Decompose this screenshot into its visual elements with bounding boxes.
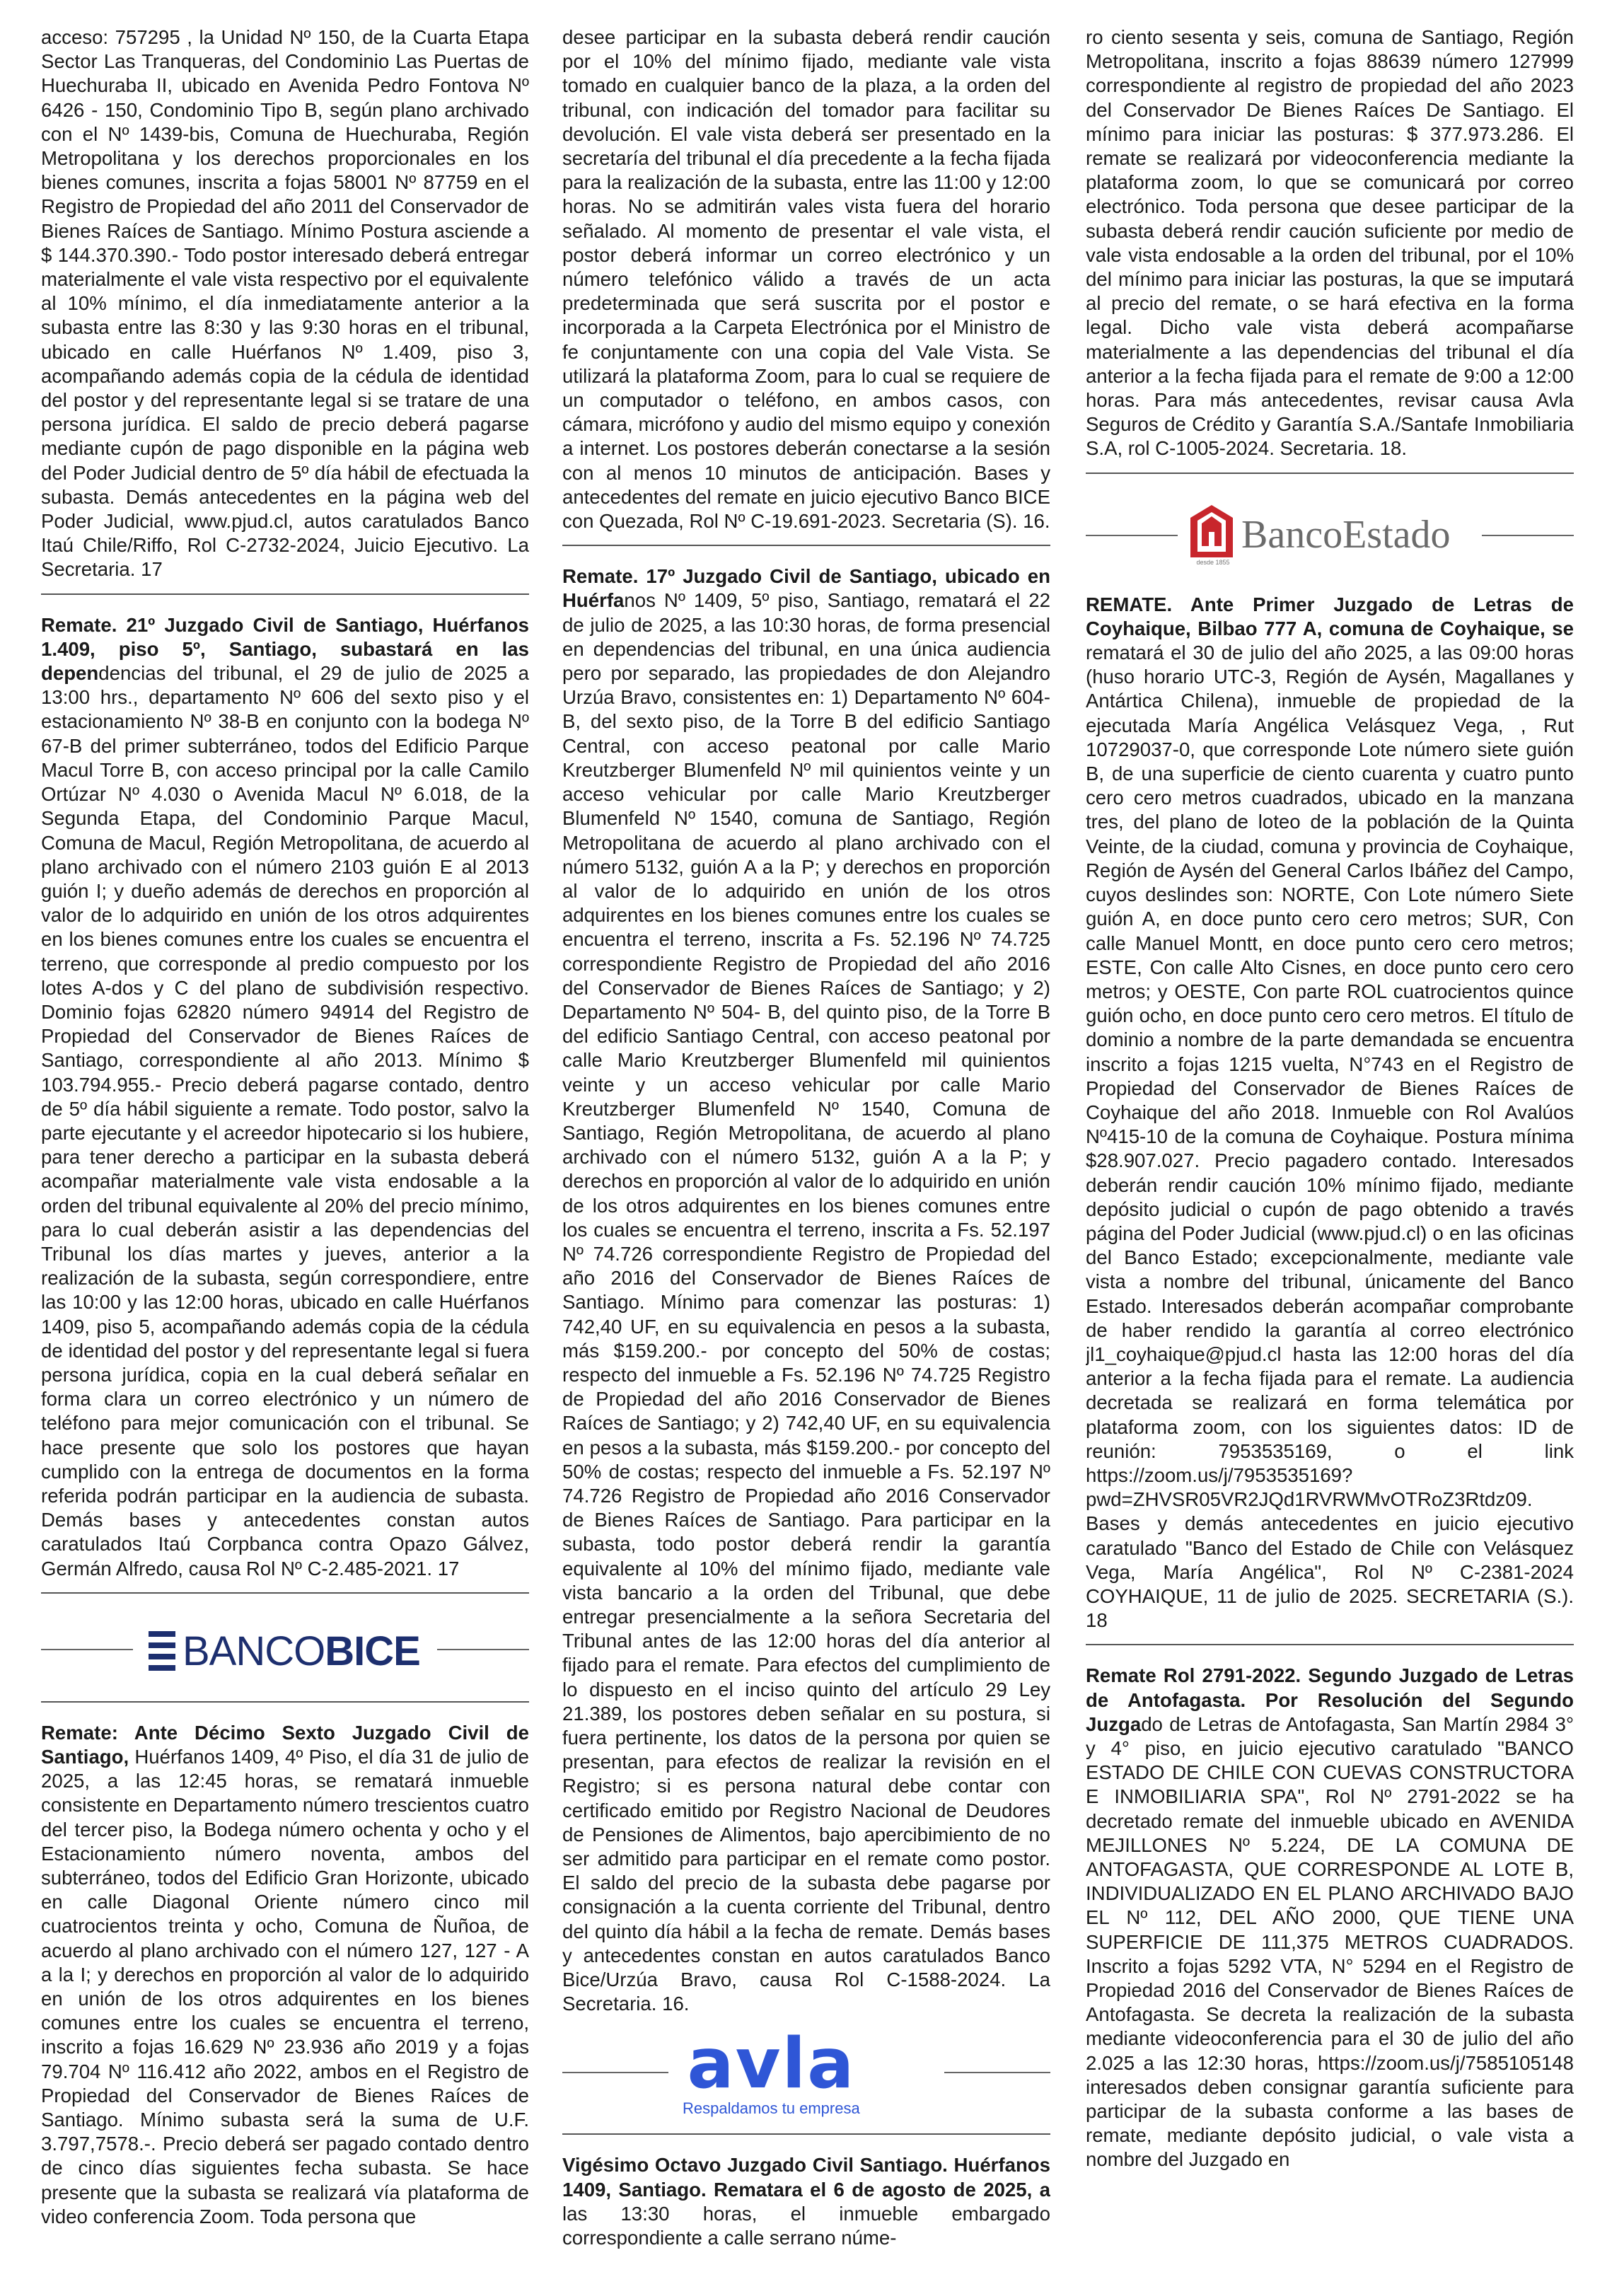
notice-17-juzgado	[562, 564, 1050, 2016]
notice-itau-riffo: acceso: 757295 , la Unidad Nº 150, de la Cuarta Etapa Sector Las Tranqueras, del Condominio Las Puertas de Huechuraba II, ubicado en Avenida Pedro Fontova Nº 6426 - 150, Condominio Tipo B, según plano archivado con el Nº 1439-bis, Comuna de Huechuraba, Región Metropolitana y los derechos proporcionales en los bienes comunes, inscrita a fojas 58001 Nº 87759 en el Registro de Propiedad del año 2011 del Conservador de Bienes Raíces de Santiago. Mínimo Postura asciende a $ 144.370.390.- Todo postor interesado deberá entregar materialmente el vale vista respectivo por el equivalente al 10% mínimo, el día inmediatamente anterior a la subasta entre las 8:30 y las 9:30 horas en el tribunal, ubicado en calle Huérfanos Nº 1.409, piso 3, acompañando además copia de la cédula de identidad del postor y del representante legal si se tratare de una persona jurídica. El saldo de precio deberá pagarse mediante cupón de pago disponible en la página web del Poder Judicial dentro de 5º día hábil de efectuada la subasta. Demás antecedentes en la página web del Poder Judicial, www.pjud.cl, autos caratulados Banco Itaú Chile/Riffo, Rol C-2732-2024, Juicio Ejecutivo. La Secretaria. 17	[41, 26, 529, 581]
logo-rule-left	[41, 1649, 133, 1650]
bancoestado-since: desde 1855	[1196, 558, 1230, 566]
notice-28-juzgado	[562, 2153, 1050, 2250]
avla-wordmark: avla	[687, 2024, 856, 2105]
divider	[562, 2133, 1050, 2135]
bice-bars-icon	[149, 1631, 175, 1671]
avla-tagline: Respaldamos tu empresa	[683, 2099, 860, 2118]
logo-rule-left	[1086, 535, 1178, 536]
notice-heading: Remate: Ante Décimo Sexto Juzgado Civil de Santiago,	[41, 1721, 529, 1768]
banco-bice-logo	[41, 1612, 529, 1686]
notice-body: do de Letras de Antofagasta, San Martín 2984 3° y 4° piso, en juicio ejecutivo caratulado "BANCO ESTADO DE CHILE CON CUEVAS CONSTRUCTORA E INMOBILIARIA SPA", Rol Nº 2791-2022 se ha decretado remate del inmueble ubicado en AVENIDA MEJILLONES Nº 5.224, DE LA COMUNA DE ANTOFAGASTA, QUE CORRESPONDE AL LOTE B, INDIVIDUALIZADO EN EL PLANO ARCHIVADO BAJO EL Nº 112, DEL AÑO 2000, QUE TIENE UNA SUPERFICIE DE 111,375 METROS CUADRADOS. Inscrito a fojas 5292 VTA, N° 5294 en el Registro de Propiedad 2016 del Conservador de Bienes Raíces de Antofagasta. Se decreta la realización de la subasta mediante videoconferencia para el 30 de julio del año 2.025 a las 12:30 horas, https://zoom.us/j/7585105148 interesados deben consignar garantía suficiente para participar de la subasta conforme a las bases de remate, mediante depósito judicial, o vale vista a nombre del Juzgado en	[1086, 1712, 1574, 2171]
notice-body: nos Nº 1409, 5º piso, Santiago, rematará el 22 de julio de 2025, a las 10:30 horas, de forma presencial en dependencias del tribunal, en una única audiencia pero por separado, las propiedades de don Alejandro Urzúa Bravo, consistentes en: 1) Departamento Nº 604- B, del sexto piso, de la Torre B del edificio Santiago Central, con acceso peatonal por calle Mario Kreutzberger Blumenfeld Nº mil quinientos veinte y un acceso vehicular por calle Mario Kreutzberger Blumenfeld Nº 1540, comuna de Santiago, Región Metropolitana de acuerdo al plano archivado con el número 5132, guión A a la P; y derechos en proporción al valor de lo adquirido en unión de los otros adquirentes en los bienes comunes entre los cuales se encuentra el terreno, inscrita a Fs. 52.196 Nº 74.725 correspondiente Registro de Propiedad del año 2016 del Conservador de Bienes Raíces de Santiago; y 2) Departamento Nº 504- B, del quinto piso, de la Torre B del edificio Santiago Central, con acceso peatonal por calle Mario Kreutzberger Blumenfeld mil quinientos veinte y un acceso vehicular por calle Mario Kreutzberger Blumenfeld Nº 1540, Comuna de Santiago, Región Metropolitana, de acuerdo al plano archivado con el número 5132, guión A a la P; y derechos en proporción al valor de lo adquirido en unión de los otros adquirentes en los bienes comunes entre los cuales se encuentra el terreno, inscrita a Fs. 52.197 Nº 74.726 correspondiente Registro de Propiedad del año 2016 del Conservador de Bienes Raíces de Santiago. Mínimo para comenzar las posturas: 1) 742,40 UF, en su equivalencia en pesos a la subasta, más $159.200.- por concepto del 50% de costas; respecto del inmueble a Fs. 52.196 Nº 74.725 Registro de Propiedad del año 2016 Conservador de Bienes Raíces de Santiago; y 2) 742,40 UF, en su equivalencia en pesos a la subasta, más $159.200.- por concepto del 50% de costas; respecto del inmueble a Fs. 52.197 Nº 74.726 Registro de Propiedad año 2016 Conservador de Bienes Raíces de Santiago. Para participar en la subasta, todo postor deberá rendir la garantía equivalente al 10% del mínimo fijado, mediante vale vista bancario a la orden del Tribunal, que debe entregar presencialmente a la señora Secretaria del Tribunal antes de las 12:00 horas del día anterior al fijado para el remate. Para efectos del cumplimiento de lo dispuesto en el inciso quinto del artículo 29 Ley 21.389, los postores deben señalar en su postura, si fuera pertinente, los datos de la persona por quien se presentan, para efectos de realizar la revisión en el Registro; si es persona natural debe contar con certificado emitido por Registro Nacional de Deudores de Pensiones de Alimentos, bajo apercibimiento de no ser admitido para participar en el remate como postor. El saldo del precio de la subasta debe pagarse por consignación a la cuenta corriente del Tribunal, dentro del quinto día hábil a la fecha de remate. Demás bases y antecedentes constan en autos caratulados Banco Bice/Urzúa Bravo, causa Rol C-1588-2024. La Secretaria. 16.	[562, 589, 1050, 2015]
divider	[41, 593, 529, 595]
bancoestado-wordmark: BancoEstado	[1241, 512, 1451, 557]
bancoestado-house-icon	[1190, 505, 1233, 566]
divider	[41, 1701, 529, 1703]
bancoestado-logo	[1086, 492, 1574, 577]
notice-heading: Remate Rol 2791-2022. Segundo Juzgado de Letras de Antofagasta. Por Resolución del Segundo Juzga	[1086, 1664, 1574, 1735]
notice-heading: REMATE. Ante Primer Juzgado de Letras de Coyhaique, Bilbao 777 A, comuna de Coyhaique, se	[1086, 593, 1574, 639]
bancoestado-mark	[1190, 505, 1451, 566]
notice-16-juzgado	[41, 1721, 529, 2229]
logo-rule-right	[437, 1649, 529, 1650]
logo-rule-left	[562, 2072, 668, 2073]
avla-mark	[683, 2024, 860, 2118]
notice-avla-santafe: ro ciento sesenta y seis, comuna de Santiago, Región Metropolitana, inscrito a fojas 88639 número 127999 correspondiente al registro de propiedad del año 2023 del Conservador De Bienes Raíces De Santiago. El mínimo para iniciar las posturas: $ 377.973.286. El remate se realizará por videoconferencia mediante la plataforma zoom, lo que se comunicará por correo electrónico. Toda persona que desee participar de la subasta deberá rendir caución suficiente por medio de vale vista endosable a la orden del tribunal, por el 10% del mínimo para iniciar las posturas, la que se imputará al precio del remate, o se hará efectiva en la forma legal. Dicho vale vista deberá acompañarse materialmente a las dependencias del tribunal el día anterior a la fecha fijada para el remate de 9:00 a 12:00 horas. Para más antecedentes, revisar causa Avla Seguros de Crédito y Garantía S.A./Santafe Inmobiliaria S.A, rol C-1005-2024. Secretaria. 18.	[1086, 26, 1574, 460]
notice-coyhaique	[1086, 593, 1574, 1633]
notice-heading: Remate. 17º Juzgado Civil de Santiago, ubicado en Huérfa	[562, 565, 1050, 612]
notice-bice-quezada: desee participar en la subasta deberá rendir caución por el 10% del mínimo fijado, mediante vale vista tomado en cualquier banco de la plaza, a la orden del tribunal, con indicación del tomador para facilitar su devolución. El vale vista deberá ser presentado en la secretaría del tribunal el día precedente a la fecha fijada para la realización de la subasta, entre las 11:00 y 12:00 horas. No se admitirán vales vista fuera del horario señalado. Al momento de presentar el vale vista, el postor deberá informar un correo electrónico y un número telefónico válido a través de un acta predeterminada que será suscrita por el postor e incorporada a la Carpeta Electrónica por el Ministro de fe conjuntamente con una copia del Vale Vista. Se utilizará la plataforma Zoom, para lo cual se requiere de un computador o teléfono, en ambos casos, con cámara, micrófono y audio del mismo equipo y conexión a internet. Los postores deberán conectarse a la sesión con al menos 10 minutos de anticipación. Bases y antecedentes del remate en juicio ejecutivo Banco BICE con Quezada, Rol Nº C-19.691-2023. Secretaria (S). 16.	[562, 26, 1050, 533]
notice-antofagasta	[1086, 1664, 1574, 2172]
divider	[1086, 473, 1574, 474]
avla-logo	[562, 2026, 1050, 2118]
column-1	[41, 25, 529, 2268]
notice-body: dencias del tribunal, el 29 de julio de 2025 a 13:00 hrs., departamento Nº 606 del sexto piso y el estacionamiento Nº 38-B en conjunto con la bodega Nº 67-B del primer subterráneo, todos del Edificio Parque Macul Torre B, con acceso principal por la calle Camilo Ortúzar Nº 4.030 o Avenida Macul Nº 6.018, de la Segunda Etapa, del Condominio Parque Macul, Comuna de Macul, Región Metropolitana, de acuerdo al plano archivado con el número 2103 guión E al 2013 guión I; y dueño además de derechos en proporción al valor de lo adquirido en unión de los otros adquirentes en los bienes comunes entre los cuales se encuentra el terreno, que corresponde al predio compuesto por los lotes A-dos y C del plano de subdivisión respectivo. Dominio fojas 62820 número 94914 del Registro de Propiedad del Conservador de Bienes Raíces de Santiago, correspondiente al año 2013. Mínimo $ 103.794.955.- Precio deberá pagarse contado, dentro de 5º día hábil siguiente a remate. Todo postor, salvo la parte ejecutante y el acreedor hipotecario si los hubiere, para tener derecho a participar en la subasta deberá acompañar materialmente vale vista endosable a la orden del tribunal equivalente al 20% del precio mínimo, para lo cual deberán asistir a las dependencias del Tribunal los días martes y jueves, anterior a la realización de la subasta, según correspondiere, entre las 10:00 y las 12:00 horas, ubicado en calle Huérfanos 1409, piso 5, acompañando además copia de la cédula de identidad del postor y del representante legal si fuera persona jurídica, copia en la cual deberá señalar en forma clara un correo electrónico y un número de teléfono para mejor comunicación con el tribunal. Se hace presente que solo los postores que hayan cumplido con la entrega de documentos en la forma referida podrán participar en la audiencia de subasta. Demás bases y antecedentes constan autos caratulados Itaú Corpbanca contra Opazo Gálvez, Germán Alfredo, causa Rol Nº C-2.485-2021. 17	[41, 662, 529, 1580]
notice-heading: Remate. 21º Juzgado Civil de Santiago, Huérfanos 1.409, piso 5º, Santiago, subastará en las depen	[41, 613, 529, 685]
notice-21-juzgado	[41, 613, 529, 1581]
logo-rule-right	[1482, 535, 1574, 536]
divider	[41, 1592, 529, 1594]
divider	[562, 545, 1050, 546]
notice-heading: Vigésimo Octavo Juzgado Civil Santiago. Huérfanos 1409, Santiago. Rematara el 6 de agosto de 2025, a	[562, 2154, 1050, 2201]
bice-wordmark: BANCOBICE	[182, 1628, 420, 1674]
divider	[1086, 1644, 1574, 1645]
notice-body: rematará el 30 de julio del año 2025, a las 09:00 horas (huso horario UTC-3, Región de Aysén, Magallanes y Antártica Chilena), inmueble de propiedad de la ejecutada María Angélica Velásquez Vega, , Rut 10729037-0, que corresponde Lote número siete guión B, de una superficie de ciento cuarenta y cuatro punto cero cero metros cuadrados, ubicado en la manzana tres, del plano de loteo de la población de la Quinta Veinte, de la ciudad, comuna y provincia de Coyhaique, Región de Aysén del General Carlos Ibáñez del Campo, cuyos deslindes son: NORTE, Con Lote número Siete guión A, en doce punto cero cero metros; SUR, Con calle Manuel Montt, en doce punto cero cero metros; ESTE, Con calle Alto Cisnes, en doce punto cero cero metros; y OESTE, Con parte ROL cuatrocientos quince guión ocho, en doce punto cero cero metros. El título de dominio a nombre de la parte demandada se encuentra inscrito a fojas 1215 vuelta, N°743 en el Registro de Propiedad del Conservador de Bienes Raíces de Coyhaique del año 2018. Inmueble con Rol Avalúos Nº415-10 de la comuna de Coyhaique. Postura mínima $28.907.027. Precio pagadero contado. Interesados deberán rendir caución 10% mínimo fijado, mediante depósito judicial o cupón de pago obtenido a través página del Poder Judicial (www.pjud.cl) o en las oficinas del Banco Estado; excepcionalmente, mediante vale vista a nombre del tribunal, únicamente del Banco Estado. Interesados deberán acompañar comprobante de haber rendido la garantía al correo electrónico jl1_coyhaique@pjud.cl hasta las 12:00 horas del día anterior a la fecha fijada para el remate. La audiencia decretada se realizará en forma telemática por plataforma zoom, con los siguientes datos: ID de reunión: 7953535169, o el link https://zoom.us/j/7953535169?pwd=ZHVSR05VR2JQd1RVRWMvOTRoZ3Rtdz09. Bases y demás antecedentes en juicio ejecutivo caratulado "Banco del Estado de Chile con Velásquez Vega, María Angélica", Rol Nº C-2381-2024 COYHAIQUE, 11 de julio de 2025. SECRETARIA (S.). 18	[1086, 642, 1574, 1632]
banco-bice-mark	[149, 1628, 420, 1675]
notice-body: Huérfanos 1409, 4º Piso, el día 31 de julio de 2025, a las 12:45 horas, se rematará inmueble consistente en Departamento número trescientos cuatro del tercer piso, la Bodega número ochenta y ocho y el Estacionamiento número noventa, ambos del subterráneo, todos del Edificio Gran Horizonte, ubicado en calle Diagonal Oriente número cinco mil cuatrocientos treinta y ocho, Comuna de Ñuñoa, de acuerdo al plano archivado con el número 127, 127 - A a la I; y derechos en proporción al valor de lo adquirido en unión de los otros adquirentes en los bienes comunes entre los cuales se encuentra el terreno, inscrito a fojas 16.629 Nº 23.936 año 2019 y a fojas 79.704 Nº 116.412 año 2022, ambos en el Registro de Propiedad del Conservador de Bienes Raíces de Santiago. Mínimo subasta será la suma de U.F. 3.797,7578.-. Precio deberá ser pagado contado dentro de cinco días siguientes fecha subasta. Se hace presente que la subasta se realizará vía plataforma de video conferencia Zoom. Toda persona que	[41, 1746, 529, 2227]
logo-rule-right	[944, 2072, 1050, 2073]
column-2	[562, 25, 1050, 2268]
notice-body: las 13:30 horas, el inmueble embargado correspondiente a calle serrano núme-	[562, 2202, 1050, 2249]
column-3	[1086, 25, 1574, 2268]
